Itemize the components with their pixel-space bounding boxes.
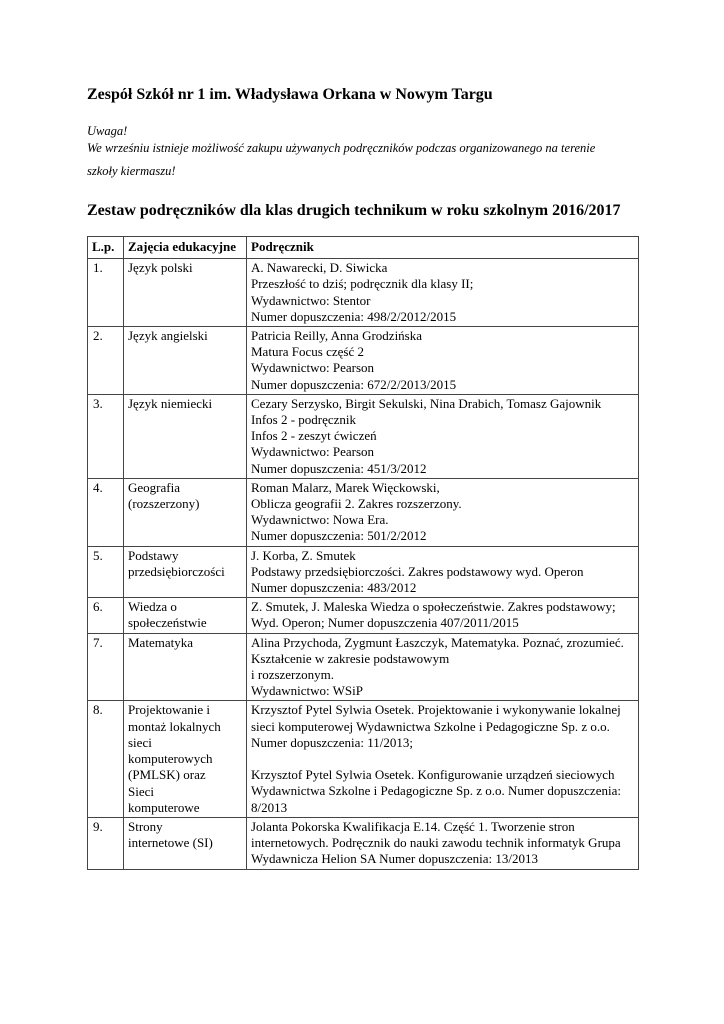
notice-text-line-1: We wrześniu istnieje możliwość zakupu używanych podręczników podczas organizowanego na terenie	[87, 141, 596, 155]
book-cell	[247, 394, 639, 478]
list-title: Zestaw podręczników dla klas drugich technikum w roku szkolnym 2016/2017	[87, 202, 621, 219]
book-line: Numer dopuszczenia: 498/2/2012/2015	[251, 308, 457, 324]
book-cell	[247, 598, 639, 633]
subject-cell	[124, 327, 247, 395]
table-header-row	[88, 237, 639, 259]
book-cell	[247, 478, 639, 546]
book-line: Kształcenie w zakresie podstawowym	[251, 650, 450, 666]
book-line: Numer dopuszczenia: 451/3/2012	[251, 460, 427, 476]
book-line: Roman Malarz, Marek Więckowski,	[251, 479, 440, 495]
subject-line: Projektowanie i	[128, 702, 210, 718]
header-lp: L.p.	[88, 237, 124, 259]
notice	[87, 123, 687, 180]
subject-line: (PMLSK) oraz	[128, 767, 206, 783]
subject-line: Geografia	[128, 479, 180, 495]
row-number: 4.	[88, 478, 124, 546]
book-line: A. Nawarecki, D. Siwicka	[251, 260, 388, 276]
book-line: Z. Smutek, J. Maleska Wiedza o społeczeństwie. Zakres podstawowy; Wyd. Operon; Numer dopuszczenia 407/2011/2015	[251, 599, 616, 631]
book-line: Numer dopuszczenia: 501/2/2012	[251, 528, 427, 544]
notice-text-line-2: szkoły kiermaszu!	[87, 164, 176, 178]
table-row	[88, 259, 639, 327]
book-line: Numer dopuszczenia: 483/2012	[251, 580, 417, 596]
subject-cell	[124, 817, 247, 869]
row-number: 8.	[88, 701, 124, 817]
header-book: Podręcznik	[247, 237, 639, 259]
subject-cell	[124, 394, 247, 478]
book-line: Cezary Serzysko, Birgit Sekulski, Nina Drabich, Tomasz Gajownik	[251, 395, 602, 411]
subject-line: Język polski	[128, 260, 193, 276]
book-line: Numer dopuszczenia: 672/2/2013/2015	[251, 376, 457, 392]
school-name: Zespół Szkół nr 1 im. Władysława Orkana w Nowym Targu	[87, 86, 493, 103]
book-line: Wydawnictwo: Pearson	[251, 444, 375, 460]
textbook-table	[87, 236, 639, 870]
subject-cell	[124, 598, 247, 633]
subject-line: internetowe (SI)	[128, 835, 213, 851]
subject-line: komputerowe	[128, 799, 200, 815]
row-number: 1.	[88, 259, 124, 327]
book-line: Jolanta Pokorska Kwalifikacja E.14. Część 1. Tworzenie stron internetowych. Podręcznik do nauki zawodu technik informatyk Grupa Wydawnicza Helion SA Numer dopuszczenia: 13/2013	[251, 818, 621, 867]
subject-cell	[124, 546, 247, 598]
subject-line: komputerowych	[128, 751, 213, 767]
subject-cell	[124, 259, 247, 327]
book-line: Wydawnictwo: WSiP	[251, 683, 363, 699]
book-line: Przeszłość to dziś; podręcznik dla klasy II;	[251, 276, 474, 292]
subject-line: społeczeństwie	[128, 615, 207, 631]
subject-line: Język niemiecki	[128, 395, 213, 411]
book-line: Matura Focus część 2	[251, 344, 364, 360]
subject-line: Język angielski	[128, 328, 208, 344]
subject-cell	[124, 478, 247, 546]
book-line: Wydawnictwo: Nowa Era.	[251, 512, 389, 528]
book-line: Krzysztof Pytel Sylwia Osetek. Konfigurowanie urządzeń sieciowych Wydawnictwa Szkolne i Pedagogiczne Sp. z o.o. Numer dopuszczenia: 8/2013	[251, 767, 621, 815]
subject-line: Podstawy	[128, 547, 179, 563]
table-row	[88, 394, 639, 478]
book-spacer	[251, 751, 634, 767]
subject-line: przedsiębiorczości	[128, 563, 225, 579]
subject-line: Sieci	[128, 783, 154, 799]
book-cell	[247, 546, 639, 598]
book-line: Podstawy przedsiębiorczości. Zakres podstawowy wyd. Operon	[251, 563, 584, 579]
table-row	[88, 598, 639, 633]
book-line: i rozszerzonym.	[251, 667, 335, 683]
row-number: 2.	[88, 327, 124, 395]
table-row	[88, 701, 639, 817]
book-cell	[247, 327, 639, 395]
book-line: Krzysztof Pytel Sylwia Osetek. Projektowanie i wykonywanie lokalnej sieci komputerowej Wydawnictwa Szkolne i Pedagogiczne Sp. z o.o. Numer dopuszczenia: 11/2013;	[251, 702, 621, 750]
table-row	[88, 546, 639, 598]
row-number: 3.	[88, 394, 124, 478]
book-cell	[247, 701, 639, 817]
table-row	[88, 327, 639, 395]
book-line: J. Korba, Z. Smutek	[251, 547, 356, 563]
row-number: 7.	[88, 633, 124, 701]
table-body	[88, 259, 639, 869]
book-cell	[247, 259, 639, 327]
book-line: Alina Przychoda, Zygmunt Łaszczyk, Matematyka. Poznać, zrozumieć.	[251, 634, 624, 650]
book-cell	[247, 817, 639, 869]
book-line: Infos 2 - podręcznik	[251, 412, 357, 428]
book-line: Wydawnictwo: Pearson	[251, 360, 375, 376]
book-line: Patricia Reilly, Anna Grodzińska	[251, 328, 423, 344]
book-line: Oblicza geografii 2. Zakres rozszerzony.	[251, 496, 462, 512]
subject-line: Matematyka	[128, 634, 193, 650]
subject-line: montaż lokalnych	[128, 718, 221, 734]
subject-line: sieci	[128, 734, 152, 750]
row-number: 6.	[88, 598, 124, 633]
header-subject: Zajęcia edukacyjne	[124, 237, 247, 259]
book-cell	[247, 633, 639, 701]
row-number: 5.	[88, 546, 124, 598]
row-number: 9.	[88, 817, 124, 869]
subject-line: Wiedza o	[128, 599, 177, 615]
subject-cell	[124, 633, 247, 701]
subject-cell	[124, 701, 247, 817]
table-row	[88, 478, 639, 546]
subject-line: (rozszerzony)	[128, 496, 200, 512]
book-line: Wydawnictwo: Stentor	[251, 292, 371, 308]
table-row	[88, 817, 639, 869]
notice-heading: Uwaga!	[87, 124, 128, 138]
book-line: Infos 2 - zeszyt ćwiczeń	[251, 428, 377, 444]
table-row	[88, 633, 639, 701]
subject-line: Strony	[128, 818, 163, 834]
